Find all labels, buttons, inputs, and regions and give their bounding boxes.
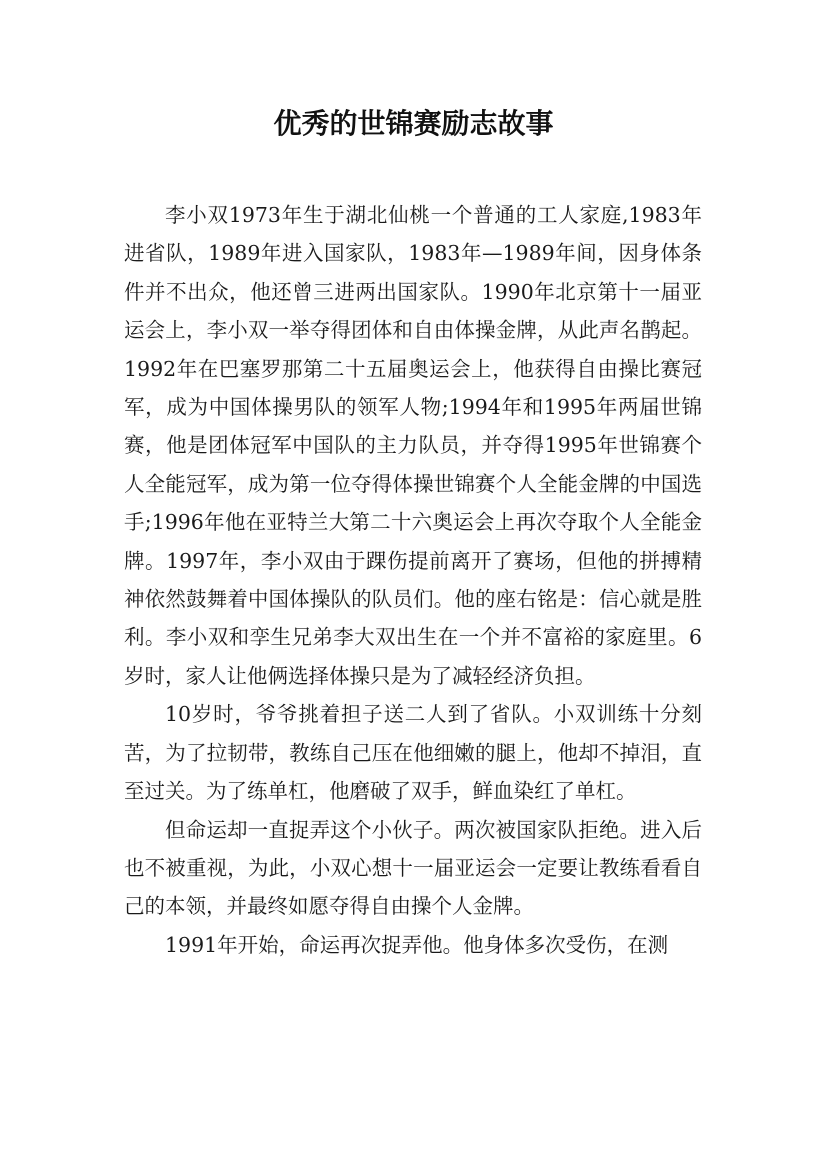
- document-title: 优秀的世锦赛励志故事: [273, 107, 554, 140]
- paragraph: 10岁时，爷爷挑着担子送二人到了省队。小双训练十分刻苦，为了拉韧带，教练自己压在他细嫩的腿上，他却不掉泪，直至过关。为了练单杠，他磨破了双手，鲜血染红了单杠。: [124, 702, 702, 804]
- paragraph: 但命运却一直捉弄这个小伙子。两次被国家队拒绝。进入后也不被重视，为此，小双心想十一届亚运会一定要让教练看看自己的本领，并最终如愿夺得自由操个人金牌。: [124, 817, 702, 919]
- paragraph: 李小双1973年生于湖北仙桃一个普通的工人家庭,1983年进省队，1989年进入国家队，1983年—1989年间，因身体条件并不出众，他还曾三进两出国家队。1990年北京第十一届亚运会上，李小双一举夺得团体和自由体操金牌，从此声名鹊起。1992年在巴塞罗那第二十五届奥运会上，他获得自由操比赛冠军，成为中国体操男队的领军人物;1994年和1995年两届世锦赛，他是团体冠军中国队的主力队员，并夺得1995年世锦赛个人全能冠军，成为第一位夺得体操世锦赛个人全能金牌的中国选手;1996年他在亚特兰大第二十六奥运会上再次夺取个人全能金牌。1997年，李小双由于踝伤提前离开了赛场，但他的拼搏精神依然鼓舞着中国体操队的队员们。他的座右铭是：信心就是胜利。李小双和孪生兄弟李大双出生在一个并不富裕的家庭里。6岁时，家人让他俩选择体操只是为了减轻经济负担。: [124, 203, 702, 688]
- paragraph: 1991年开始，命运再次捉弄他。他身体多次受伤，在测: [165, 932, 669, 957]
- document-body: [124, 196, 702, 964]
